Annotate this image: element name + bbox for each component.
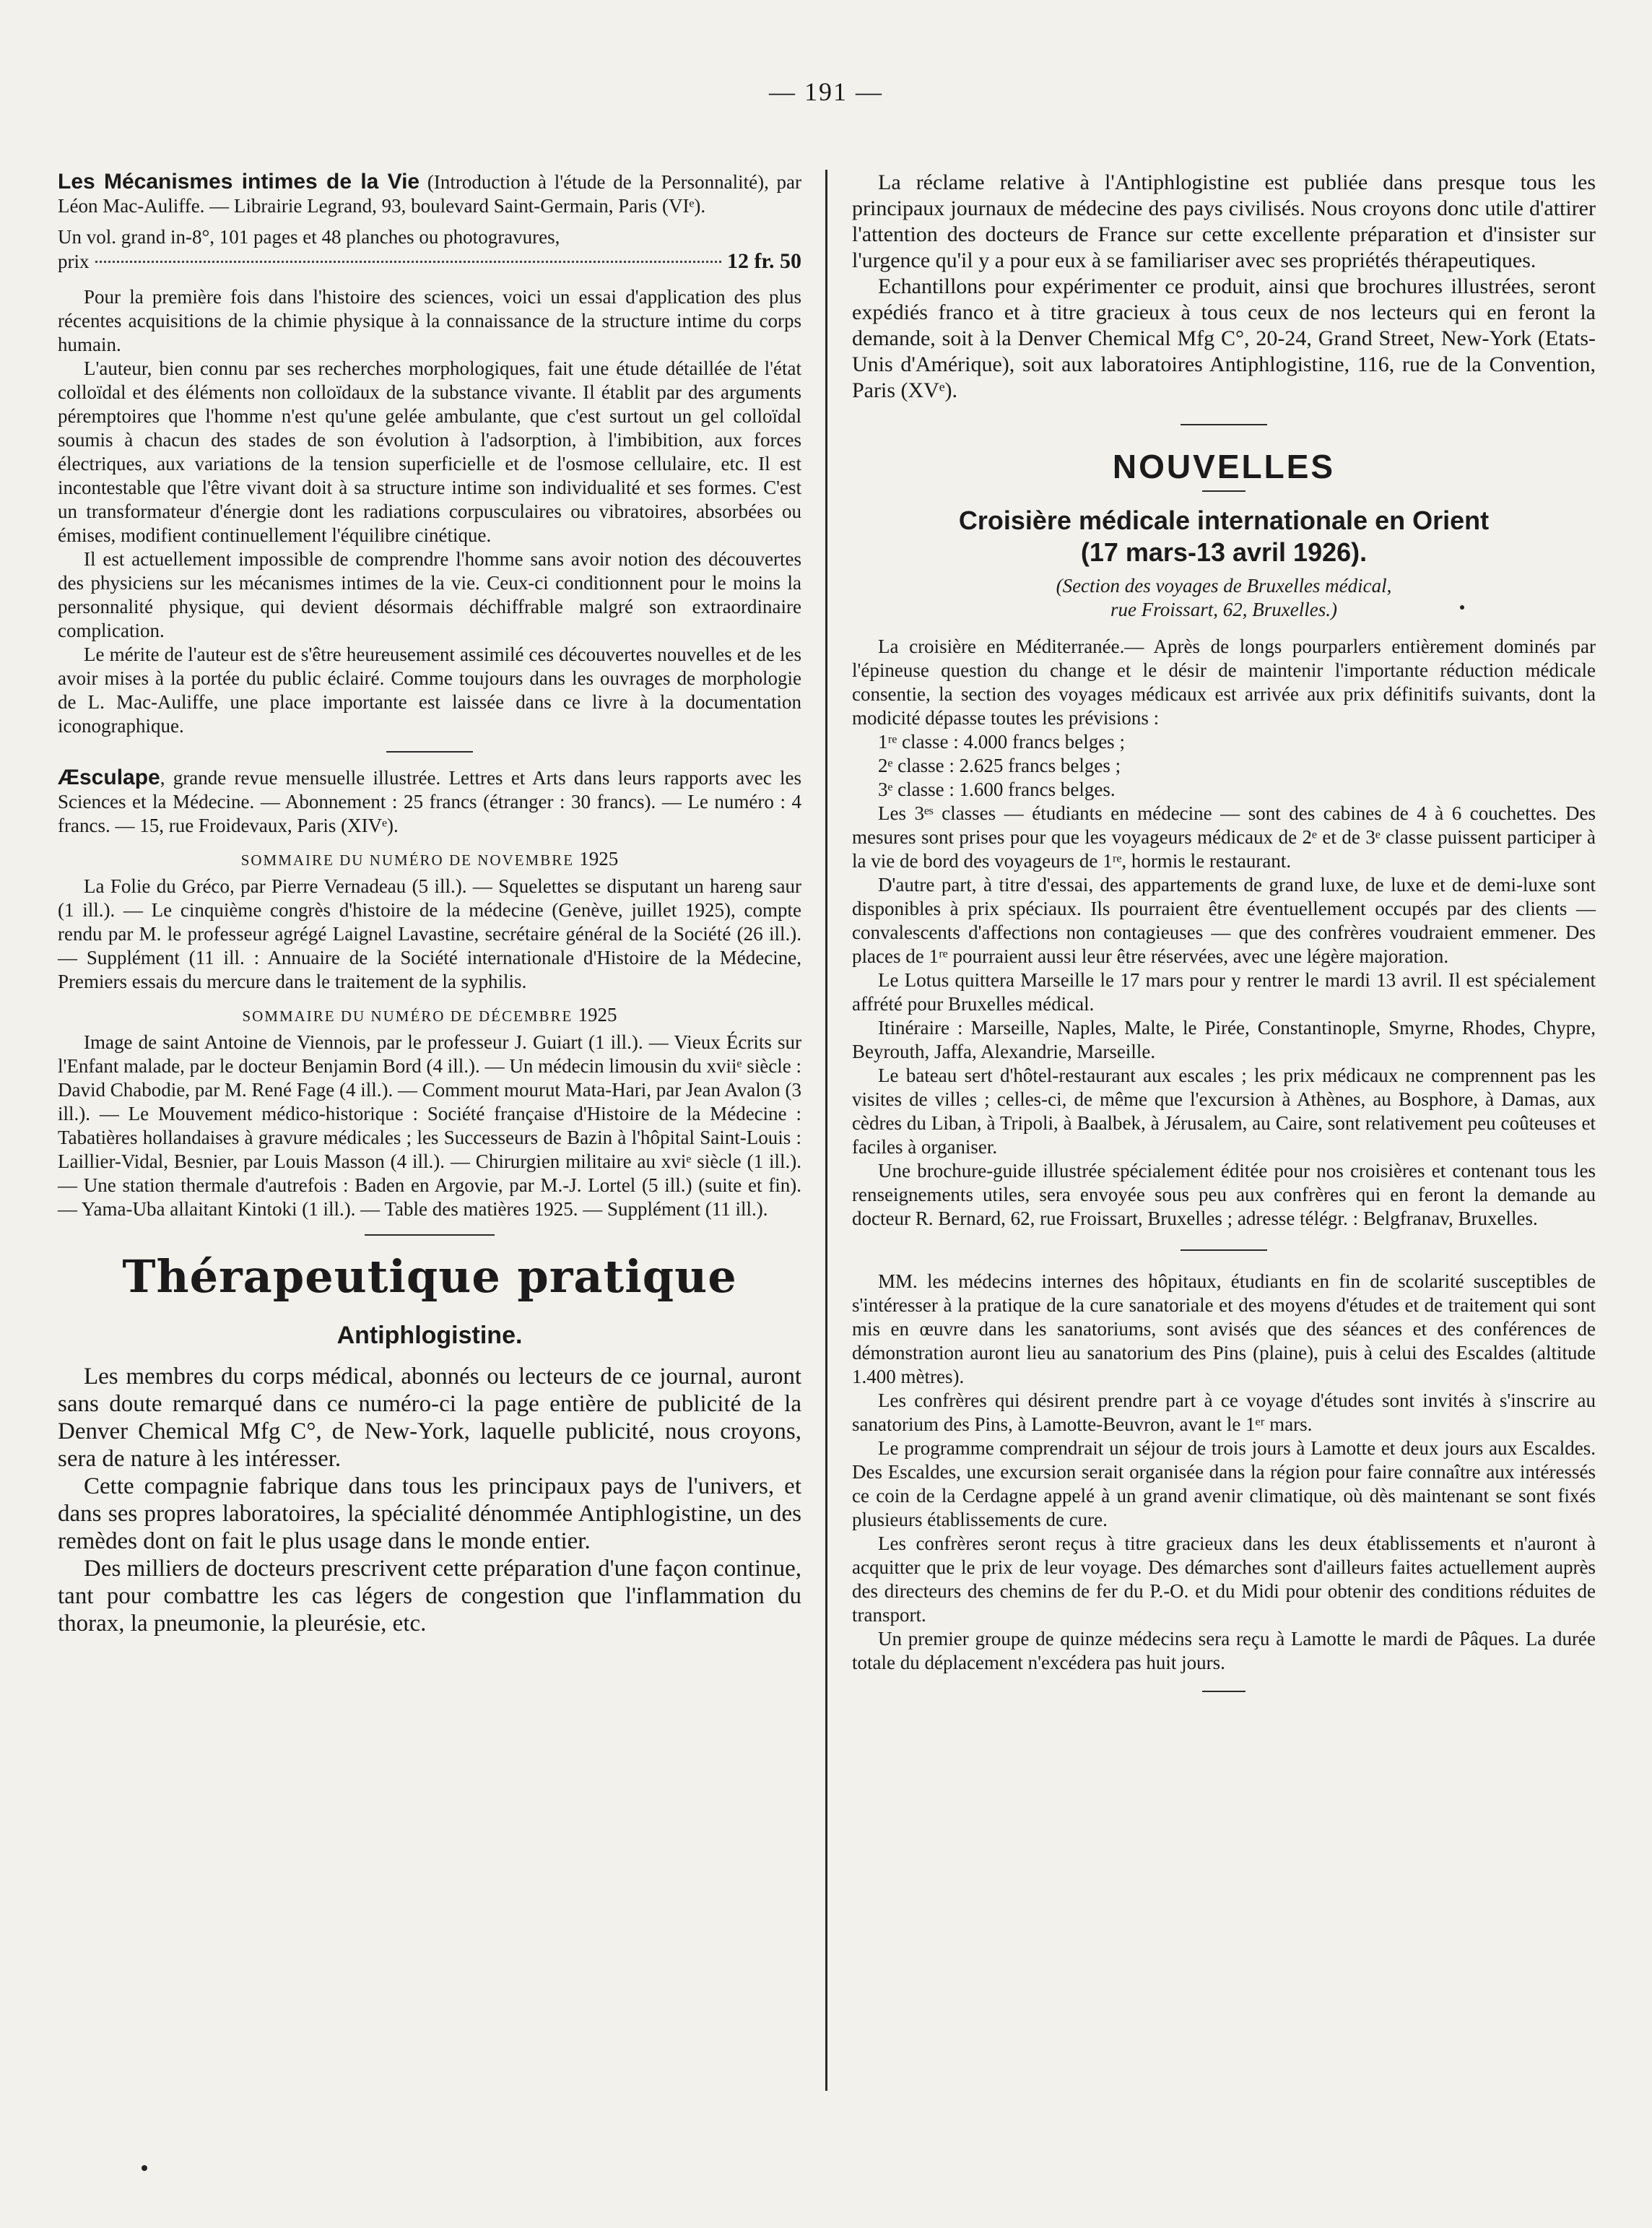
december-summary: Image de saint Antoine de Viennois, par le professeur J. Guiart (1 ill.). — Vieux Écrits sur l'Enfant malade, par le docteur Benjamin Bord (4 ill.). — Un médecin limousin du xviiᵉ siècle : David Chabodie, par M. René Fage (4 ill.). — Comment mourut Mata-Hari, par Jean Avalon (3 ill.). — Le Mouvement médico-historique : Société française d'Histoire de la Médecine : Tabatières hollandaises à gravure médicales ; les Successeurs de Bazin à l'hôpital Saint-Louis : Laillier-Vidal, Besnier, par Louis Masson (4 ill.). — Chirurgien militaire au xviᵉ siècle (1 ill.). — Une station thermale d'autrefois : Baden en Argovie, par M.-J. Lortel (5 ill.) (suite et fin). — Yama-Uba allaitant Kintoki (1 ill.). — Table des matières 1925. — Supplément (11 ill.). <box>58 1031 801 1220</box>
book-price-line <box>58 249 801 274</box>
cruise-source-line1: (Section des voyages de Bruxelles médical, <box>1056 575 1392 597</box>
cruise-paragraph: Le Lotus quittera Marseille le 17 mars pour y rentrer le mardi 13 avril. Il est spécialement affrété pour Bruxelles médical. <box>852 969 1596 1015</box>
section-rule <box>365 1234 495 1236</box>
column-divider <box>825 170 827 2091</box>
cruise-paragraph: Le bateau sert d'hôtel-restaurant aux escales ; les prix médicaux ne comprennent pas les visites de villes ; celles-ci, de même que l'excursion à Athènes, au Bosphore, à Damas, aux cèdres du Liban, à Tripoli, à Baalbek, à Jérusalem, au Caire, sont relativement peu coûteuses et faciles à organiser. <box>852 1065 1596 1158</box>
november-summary: La Folie du Gréco, par Pierre Vernadeau (5 ill.). — Squelettes se disputant un hareng saur (1 ill.). — Le cinquième congrès d'histoire de la médecine (Genève, juillet 1925), compte rendu par M. le professeur agrégé Laignel Lavastine, secrétaire général de la Société (26 ill.). — Supplément (11 ill. : Annuaire de la Société internationale d'Histoire de la Médecine, Premiers essais du mercure dans le traitement de la syphilis. <box>58 875 801 992</box>
ink-dot <box>142 2165 147 2171</box>
cruise-prices <box>852 730 1596 802</box>
therapeutique-section <box>58 1250 801 1637</box>
book-volume-line: Un vol. grand in-8°, 101 pages et 48 planches ou photogravures, <box>58 226 560 248</box>
book-paragraph: Le mérite de l'auteur est de s'être heureusement assimilé ces découvertes nouvelles et de les avoir mises à la portée du public éclairé. Comme toujours dans les ouvrages de morphologie de L. Mac-Auliffe, une place importante est laissée dans ce livre à la documentation iconographique. <box>58 643 801 737</box>
sanatorium-paragraph: Les confrères seront reçus à titre gracieux dans les deux établissements et n'auront à acquitter que le prix de leur voyage. Des démarches sont d'ailleurs faites actuellement auprès des directeurs des chemins de fer du P.-O. et du Midi pour obtenir des conditions réduites de transport. <box>852 1533 1596 1626</box>
end-rule <box>1202 1691 1245 1692</box>
cruise-paragraph: Les 3ᵉˢ classes — étudiants en médecine — sont des cabines de 4 à 6 couchettes. Des mesures sont prises pour que les voyageurs médicaux de 2ᵉ et de 3ᵉ classe puissent participer à la vie de bord des voyageurs de 1ʳᵉ, hormis le restaurant. <box>852 802 1596 872</box>
december-summary-heading <box>58 1004 801 1026</box>
section-rule <box>1181 1249 1267 1251</box>
cruise-source-line2: rue Froissart, 62, Bruxelles.) <box>1110 599 1337 620</box>
ink-dot <box>1460 605 1464 610</box>
cruise-paragraph: D'autre part, à titre d'essai, des appartements de grand luxe, de luxe et de demi-luxe sont disponibles à prix spéciaux. Ils pourraient être éventuellement occupés par des clients — convalescents d'affections non contagieuses — que des confrères voudraient emmener. Des places de 1ʳᵉ pourraient aussi leur être réservées, avec une légère majoration. <box>852 874 1596 967</box>
cruise-intro: La croisière en Méditerranée.— Après de longs pourparlers entièrement dominés par l'épineuse question du change et le désir de maintenir l'importante réduction médicale consentie, la section des voyages médicaux est arrivée aux prix définitifs suivants, dont la modicité dépasse toutes les prévisions : <box>852 636 1596 729</box>
november-summary-heading <box>58 848 801 870</box>
december-heading-text: SOMMAIRE DU NUMÉRO DE DÉCEMBRE <box>242 1007 573 1025</box>
cruise-source <box>852 574 1596 622</box>
aesculape-notice <box>58 766 801 1221</box>
antiphlogistine-continued <box>852 170 1596 404</box>
antiphlogistine-heading: Antiphlogistine. <box>336 1322 523 1349</box>
antiphlogistine-paragraph: Des milliers de docteurs prescrivent cette préparation d'une façon continue, tant pour combattre les cas légers de congestion que l'inflammation du thorax, la pneumonie, la pleurésie, etc. <box>58 1556 801 1637</box>
cruise-title-line2: (17 mars-13 avril 1926). <box>1080 537 1368 567</box>
cruise-article <box>852 505 1596 1231</box>
sanatorium-paragraph: MM. les médecins internes des hôpitaux, étudiants en fin de scolarité susceptibles de s'intéresser à la pratique de la cure sanatoriale et des moyens d'études et de traitement qui sont mis en œuvre dans les sanatoriums, sont avisés que des séances et des conférences de démonstration auront lieu au sanatorium des Pins (plaine), puis à celui des Escaldes (altitude 1.400 mètres). <box>852 1270 1596 1387</box>
cruise-paragraph: Itinéraire : Marseille, Naples, Malte, le Pirée, Constantinople, Smyrne, Rhodes, Chypre, Beyrouth, Jaffa, Alexandrie, Marseille. <box>852 1017 1596 1062</box>
sanatorium-paragraph: Le programme comprendrait un séjour de trois jours à Lamotte et deux jours aux Escaldes. Des Escaldes, une excursion serait organisée dans la région pour faire connaître aux intéressés ce coin de la Cerdagne appelé à un grand avenir climatique, où dès maintenant se sont fixés plusieurs établissements de cure. <box>852 1437 1596 1530</box>
page-number: — 191 — <box>769 77 883 106</box>
sanatorium-paragraph: Un premier groupe de quinze médecins sera reçu à Lamotte le mardi de Pâques. La durée totale du déplacement n'excédera pas huit jours. <box>852 1628 1596 1673</box>
book-review <box>58 170 801 738</box>
cruise-paragraph: Une brochure-guide illustrée spécialement éditée pour nos croisières et contenant tous les renseignements utiles, sera envoyée sous peu aux confrères qui en feront la demande au docteur R. Bernard, 62, rue Froissart, Bruxelles ; adresse télégr. : Belgfranav, Bruxelles. <box>852 1160 1596 1229</box>
heading-rule <box>1202 490 1245 492</box>
book-paragraph: Pour la première fois dans l'histoire des sciences, voici un essai d'application des plus récentes acquisitions de la chimie physique à la connaissance de la structure intime du corps humain. <box>58 286 801 355</box>
left-column <box>58 170 801 1637</box>
sanatorium-article <box>852 1270 1596 1675</box>
antiphlogistine-paragraph: Les membres du corps médical, abonnés ou lecteurs de ce journal, auront sans doute remarqué dans ce numéro-ci la page entière de publicité de la Denver Chemical Mfg C°, de New-York, laquelle publicité, nous croyons, sera de nature à les intéresser. <box>58 1364 801 1472</box>
november-heading-text: SOMMAIRE DU NUMÉRO DE NOVEMBRE <box>240 851 575 869</box>
price-leader-dots <box>95 261 721 263</box>
therapeutique-title: Thérapeutique pratique <box>122 1250 737 1303</box>
section-rule <box>386 751 473 753</box>
sanatorium-paragraph: Les confrères qui désirent prendre part à ce voyage d'études sont invités à s'inscrire au sanatorium des Pins, à Lamotte-Beuvron, avant le 1ᵉʳ mars. <box>852 1390 1596 1435</box>
price-label: prix <box>58 251 90 272</box>
antiphlogistine-paragraph: Echantillons pour expérimenter ce produit, ainsi que brochures illustrées, seront expédiés franco et à titre gracieux à tous ceux de nos lecteurs qui en feront la demande, soit à la Denver Chemical Mfg C°, 20-24, Grand Street, New-York (Etats-Unis d'Amérique), soit aux laboratoires Antiphlogistine, 116, rue de la Convention, Paris (XVᵉ). <box>852 274 1596 402</box>
book-paragraph: L'auteur, bien connu par ses recherches morphologiques, fait une étude détaillée de l'état colloïdal et des éléments non colloïdaux de la substance vivante. Il établit par des arguments péremptoires que l'homme n'est qu'une gelée ambulante, que c'est surtout un gel colloïdal soumis à chacun des stades de son évolution à l'adsorption, à l'imbibition, aux forces électriques, aux variations de la tension superficielle et de l'osmose cellulaire, etc. Il est incontestable que l'être vivant doit à sa structure intime son individualité et ses formes. C'est un transformateur d'énergie dont les radiations corpusculaires ou vibratoires, absorbées ou émises, modifient continuellement l'équilibre cinétique. <box>58 357 801 546</box>
nouvelles-heading: NOUVELLES <box>1112 448 1336 485</box>
book-title: Les Mécanismes intimes de la Vie <box>58 170 420 194</box>
december-heading-year: 1925 <box>578 1004 617 1026</box>
right-column <box>852 170 1596 1705</box>
aesculape-intro: , grande revue mensuelle illustrée. Lettres et Arts dans leurs rapports avec les Sciences et la Médecine. — Abonnement : 25 francs (étranger : 30 francs). — Le numéro : 4 francs. — 15, rue Froidevaux, Paris (XIVᵉ). <box>58 767 801 836</box>
section-rule <box>1181 424 1267 425</box>
book-reference: (Introduction à l'étude de la Personnalité), par Léon Mac-Auliffe. — Librairie Legrand, 93, boulevard Saint-Germain, Paris (VIᵉ). <box>58 171 802 217</box>
price-value: 12 fr. 50 <box>726 249 801 273</box>
price-row: 2ᵉ classe : 2.625 francs belges ; <box>878 755 1121 776</box>
november-heading-year: 1925 <box>579 848 619 870</box>
aesculape-title: Æsculape <box>58 766 160 789</box>
price-row: 3ᵉ classe : 1.600 francs belges. <box>878 779 1116 800</box>
antiphlogistine-paragraph: Cette compagnie fabrique dans tous les principaux pays de l'univers, et dans ses propres laboratoires, la spécialité dénommée Antiphlogistine, un des remèdes dont on fait le plus usage dans le monde entier. <box>58 1473 801 1554</box>
cruise-title-line1: Croisière médicale internationale en Orient <box>958 506 1490 535</box>
price-row: 1ʳᵉ classe : 4.000 francs belges ; <box>878 731 1125 753</box>
book-paragraph: Il est actuellement impossible de comprendre l'homme sans avoir notion des découvertes des physiciens sur les mécanismes intimes de la vie. Ceux-ci conditionnent pour le moins la personnalité physique, qui devient désormais déchiffrable malgré son extraordinaire complication. <box>58 548 801 641</box>
antiphlogistine-paragraph: La réclame relative à l'Antiphlogistine est publiée dans presque tous les principaux journaux de médecine des pays civilisés. Nous croyons donc utile d'attirer l'attention des docteurs de France sur cette excellente préparation et d'insister sur l'urgence qu'il y a pour eux à se familiariser avec ses propriétés thérapeutiques. <box>852 170 1596 272</box>
